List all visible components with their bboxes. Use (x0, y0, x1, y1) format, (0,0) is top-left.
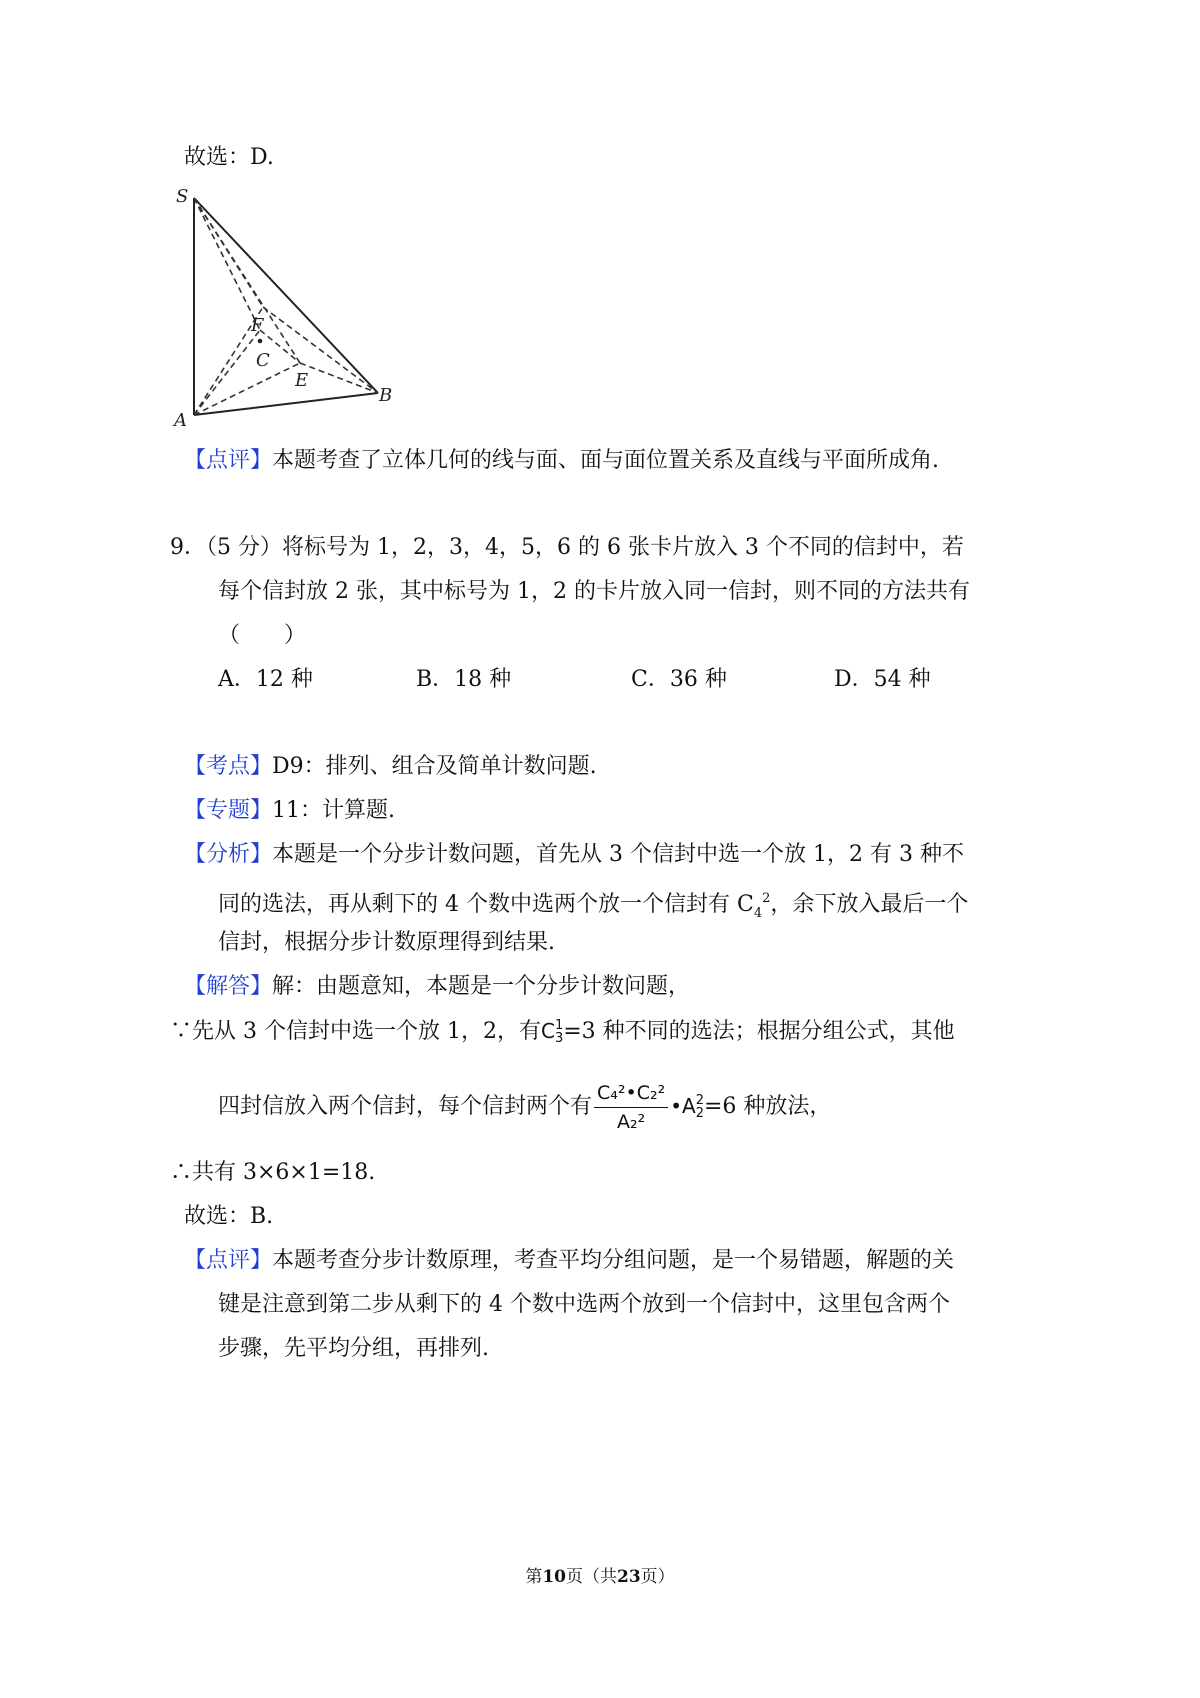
previous-comment (184, 446, 939, 476)
dianping-line-3: 步骤，先平均分组，再排列. (218, 1336, 489, 1361)
option-d: D．54 种 (834, 667, 931, 692)
jieda-text-3a: 四封信放入两个信封，每个信封两个有 (218, 1094, 593, 1119)
jieda-line-3 (218, 1078, 831, 1135)
jieda-line-5: 故选：B. (184, 1204, 274, 1229)
question-line-1: 9．（5 分）将标号为 1，2，3，4，5，6 的 6 张卡片放入 3 个不同的信封中，若 (170, 535, 964, 560)
jieda-text-3b: =6 种放法， (704, 1094, 832, 1119)
edge-eb (300, 363, 378, 393)
edge-sf (194, 198, 260, 330)
edge-se (194, 198, 300, 363)
fenxi-text-1: 本题是一个分步计数问题，首先从 3 个信封中选一个放 1，2 有 3 种不 (272, 842, 964, 867)
page-footer (0, 1562, 1200, 1587)
footer-suffix: 页） (640, 1567, 675, 1587)
jieda-a-sub: 2 (695, 1106, 704, 1121)
jieda-c-sup: 1 (554, 1018, 564, 1033)
dianping-line-2: 键是注意到第二步从剩下的 4 个数中选两个放到一个信封中，这里包含两个 (218, 1292, 950, 1317)
jieda-c-symbol: C (540, 1019, 555, 1043)
tetrahedron-figure (174, 186, 430, 470)
point-c-dot (258, 339, 263, 344)
kaodian-text: D9：排列、组合及简单计数问题. (272, 754, 597, 779)
jieda-c-sub: 3 (554, 1031, 564, 1046)
fenxi-c-sup: 2 (762, 891, 771, 906)
jieda-text-1: 解：由题意知，本题是一个分步计数问题， (272, 974, 691, 999)
jieda-a-sup: 2 (695, 1093, 704, 1108)
zhuanti-text: 11：计算题. (272, 798, 396, 823)
dianping-text-1: 本题考查分步计数原理，考查平均分组问题，是一个易错题，解题的关 (272, 1248, 955, 1273)
fenxi-line-1 (184, 840, 964, 870)
zhuanti-line (184, 796, 395, 826)
question-line-3: （ ） (218, 623, 307, 648)
jieda-c-scripts (555, 1019, 563, 1045)
comment-tag: 【点评】 (184, 448, 273, 473)
jieda-a-scripts (696, 1094, 704, 1120)
footer-middle: 页（共 (566, 1567, 617, 1587)
previous-answer: 故选：D. (184, 145, 274, 170)
label-s: S (176, 186, 189, 207)
edge-sb (194, 198, 378, 393)
footer-page-number: 10 (542, 1567, 566, 1587)
kaodian-tag: 【考点】 (184, 754, 273, 779)
label-c: C (256, 350, 270, 371)
jieda-line-2 (170, 1016, 955, 1047)
jieda-line-4: ∴共有 3×6×1=18. (170, 1160, 376, 1185)
jieda-a-symbol: •A (670, 1094, 696, 1118)
jieda-tag: 【解答】 (184, 974, 273, 999)
option-b: B．18 种 (416, 667, 512, 692)
option-c: C．36 种 (631, 667, 727, 692)
tetrahedron-svg (174, 186, 430, 470)
fraction-numerator: C₄²•C₂² (594, 1081, 668, 1108)
fenxi-text-2a: 同的选法，再从剩下的 4 个数中选两个放一个信封有 C (218, 892, 754, 917)
edge-ab (194, 393, 378, 415)
fenxi-line-2 (218, 884, 968, 929)
label-a: A (174, 410, 187, 431)
edge-cb (263, 307, 378, 393)
label-e: E (295, 370, 309, 391)
jieda-line-1 (184, 972, 690, 1002)
zhuanti-tag: 【专题】 (184, 798, 273, 823)
fenxi-tag: 【分析】 (184, 842, 273, 867)
option-a: A．12 种 (218, 667, 313, 692)
fenxi-line-3: 信封，根据分步计数原理得到结果. (218, 930, 555, 955)
comment-text: 本题考查了立体几何的线与面、面与面位置关系及直线与平面所成角. (272, 448, 940, 473)
label-b: B (379, 385, 393, 406)
jieda-text-2b: =3 种不同的选法；根据分组公式，其他 (563, 1019, 955, 1044)
question-line-2: 每个信封放 2 张，其中标号为 1，2 的卡片放入同一信封，则不同的方法共有 (218, 579, 970, 604)
jieda-text-2a: ∵先从 3 个信封中选一个放 1，2，有 (170, 1019, 541, 1044)
label-f: F (251, 315, 264, 336)
fenxi-c-sub: 4 (753, 906, 763, 921)
footer-prefix: 第 (525, 1567, 543, 1587)
grouping-fraction (594, 1081, 668, 1134)
fenxi-text-2b: ，余下放入最后一个 (770, 892, 969, 917)
dianping-line-1 (184, 1246, 954, 1276)
dianping-tag: 【点评】 (184, 1248, 273, 1273)
fraction-denominator: A₂² (617, 1110, 646, 1133)
edge-af (194, 330, 260, 415)
footer-total-pages: 23 (617, 1567, 641, 1587)
kaodian-line (184, 752, 597, 782)
